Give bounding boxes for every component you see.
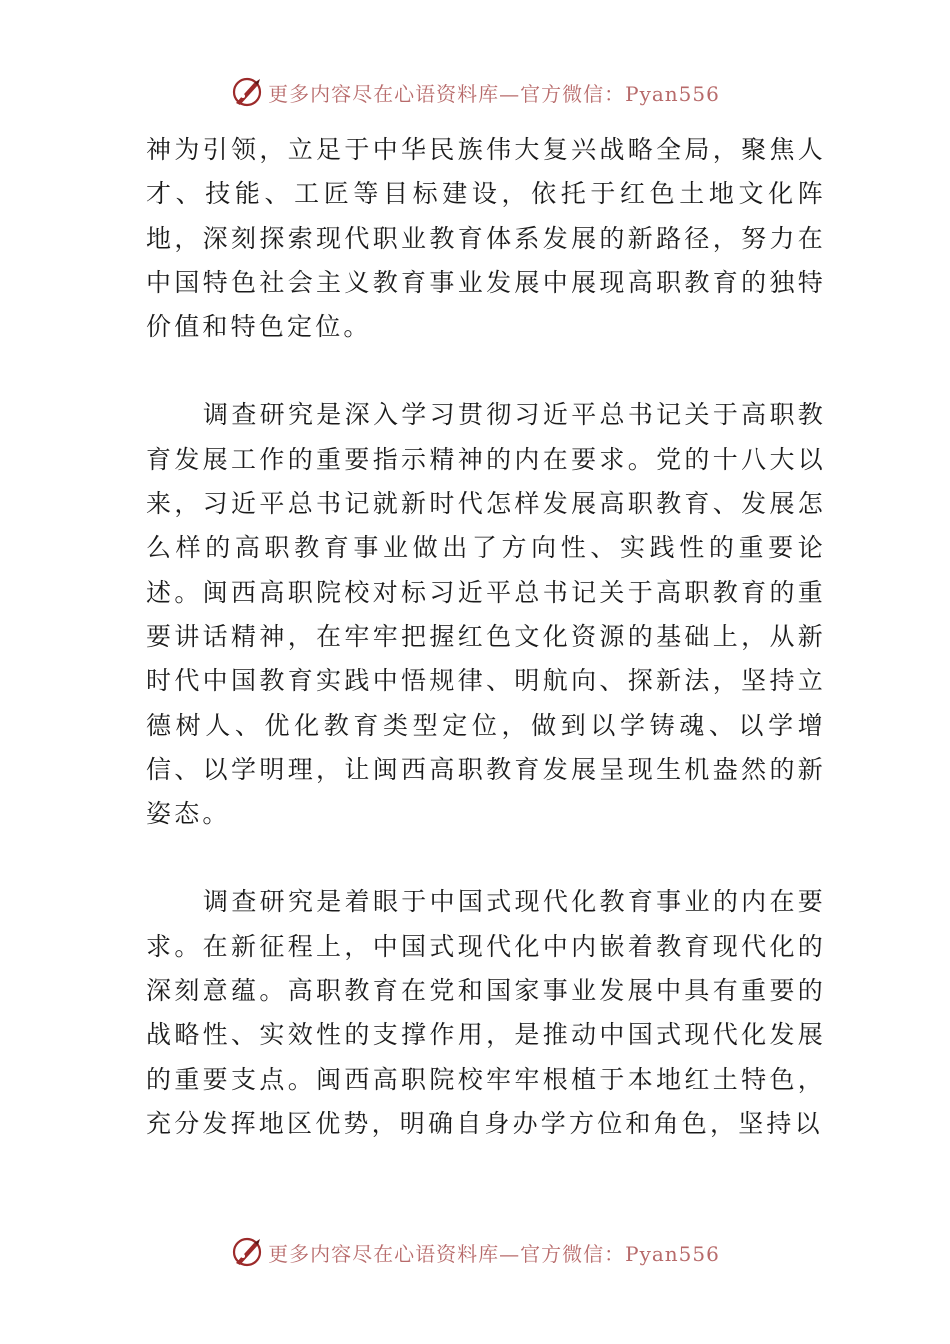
paragraph-gap bbox=[146, 349, 826, 393]
paragraph-3: 调查研究是着眼于中国式现代化教育事业的内在要求。在新征程上，中国式现代化中内嵌着教育现代化的深刻意蕴。高职教育在党和国家事业发展中具有重要的战略性、实效性的支撑作用，是推动中国式现代化发展的重要支点。闽西高职院校牢牢根植于本地红土特色，充分发挥地区优势，明确自身办学方位和角色，坚持以 bbox=[146, 887, 826, 1138]
header-watermark-text: 更多内容尽在心语资料库—官方微信：Pyan556 bbox=[268, 81, 720, 106]
header-watermark bbox=[0, 72, 950, 112]
paragraph-1: 神为引领，立足于中华民族伟大复兴战略全局，聚焦人才、技能、工匠等目标建设，依托于红色土地文化阵地，深刻探索现代职业教育体系发展的新路径，努力在中国特色社会主义教育事业发展中展现高职教育的独特价值和特色定位。 bbox=[146, 135, 826, 342]
document-body bbox=[146, 128, 826, 1146]
paragraph-gap bbox=[146, 836, 826, 880]
paragraph-2: 调查研究是深入学习贯彻习近平总书记关于高职教育发展工作的重要指示精神的内在要求。党的十八大以来，习近平总书记就新时代怎样发展高职教育、发展怎么样的高职教育事业做出了方向性、实践性的重要论述。闽西高职院校对标习近平总书记关于高职教育的重要讲话精神，在牢牢把握红色文化资源的基础上，从新时代中国教育实践中悟规律、明航向、探新法，坚持立德树人、优化教育类型定位，做到以学铸魂、以学增信、以学明理，让闽西高职教育发展呈现生机盎然的新姿态。 bbox=[146, 400, 826, 829]
footer-watermark bbox=[0, 1232, 950, 1272]
pen-nib-logo-icon bbox=[230, 75, 264, 109]
footer-watermark-text: 更多内容尽在心语资料库—官方微信：Pyan556 bbox=[268, 1241, 720, 1266]
pen-nib-logo-icon bbox=[230, 1235, 264, 1269]
